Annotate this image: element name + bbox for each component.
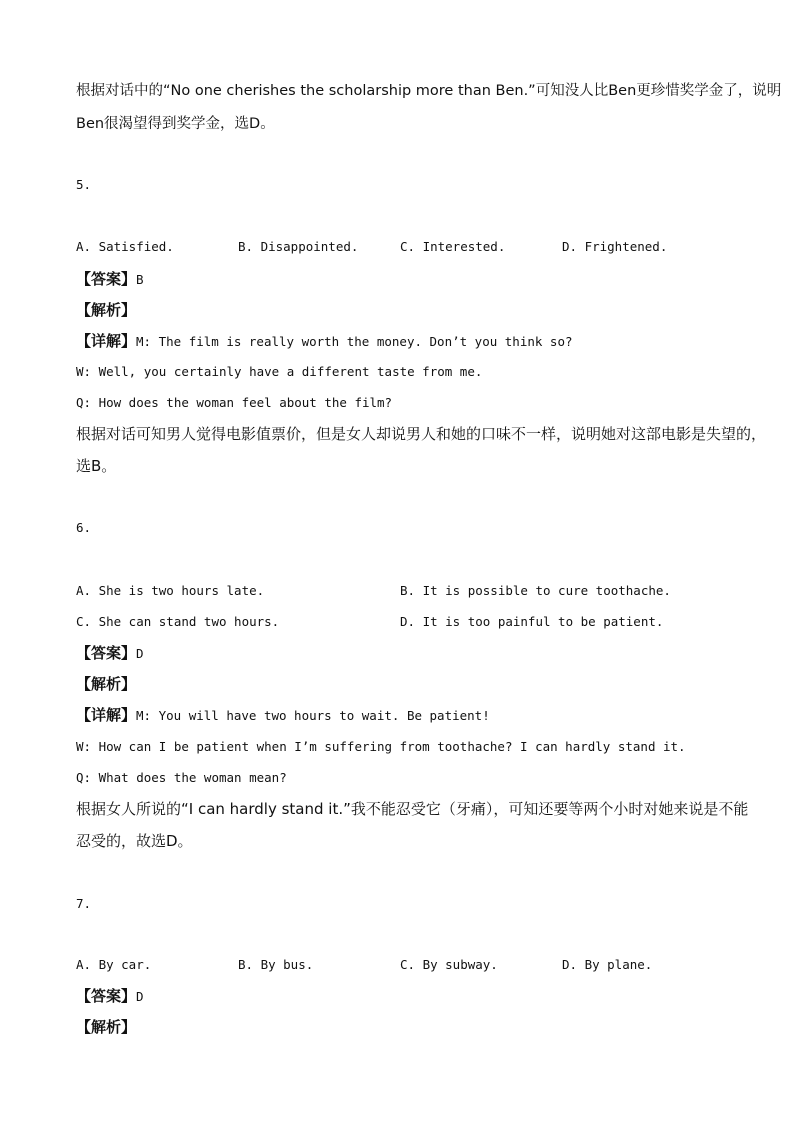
q5-answer bbox=[76, 272, 144, 287]
answer-label: 【答案】 bbox=[76, 644, 137, 662]
q5-option-a: A. Satisfied. bbox=[76, 239, 174, 254]
q5-option-d: D. Frightened. bbox=[562, 239, 668, 254]
detail-label: 【详解】 bbox=[76, 706, 137, 724]
intro-line-2: Ben很渴望得到奖学金，选D。 bbox=[76, 116, 275, 132]
q7-option-a: A. By car. bbox=[76, 957, 152, 972]
answer-label: 【答案】 bbox=[76, 987, 137, 1005]
q7-option-d: D. By plane. bbox=[562, 957, 653, 972]
q6-dialogue-w: W: How can I be patient when I’m suffering from toothache? I can hardly stand it. bbox=[76, 739, 686, 754]
q5-explanation-1: 根据对话可知男人觉得电影值票价，但是女人却说男人和她的口味不一样，说明她对这部电影是失望的， bbox=[76, 425, 767, 443]
q6-detail-m bbox=[76, 708, 490, 723]
q5-detail-m bbox=[76, 334, 573, 349]
q5-dialogue-q: Q: How does the woman feel about the film? bbox=[76, 395, 393, 410]
answer-label: 【答案】 bbox=[76, 270, 137, 288]
q5-explanation-2: 选B。 bbox=[76, 457, 117, 475]
intro-line-1: 根据对话中的“No one cherishes the scholarship more than Ben.”可知没人比Ben更珍惜奖学金了，说明 bbox=[76, 83, 782, 99]
q6-option-c: C. She can stand two hours. bbox=[76, 614, 280, 629]
q7-answer bbox=[76, 989, 144, 1004]
q6-explanation-2: 忍受的，故选D。 bbox=[76, 832, 193, 850]
q7-analysis-label: 【解析】 bbox=[76, 1018, 137, 1036]
answer-value: D bbox=[136, 989, 144, 1004]
q6-dialogue-q: Q: What does the woman mean? bbox=[76, 770, 287, 785]
question-6-number: 6. bbox=[76, 520, 92, 535]
detail-label: 【详解】 bbox=[76, 332, 137, 350]
q5-option-b: B. Disappointed. bbox=[238, 239, 359, 254]
answer-value: B bbox=[136, 272, 144, 287]
q6-option-a: A. She is two hours late. bbox=[76, 583, 265, 598]
dialogue-m: M: You will have two hours to wait. Be patient! bbox=[136, 708, 490, 723]
answer-value: D bbox=[136, 646, 144, 661]
q6-answer bbox=[76, 646, 144, 661]
q5-analysis-label: 【解析】 bbox=[76, 301, 137, 319]
q7-option-c: C. By subway. bbox=[400, 957, 498, 972]
q6-explanation-1: 根据女人所说的“I can hardly stand it.”我不能忍受它（牙痛），可知还要等两个小时对她来说是不能 bbox=[76, 800, 749, 818]
question-7-number: 7. bbox=[76, 896, 92, 911]
dialogue-m: M: The film is really worth the money. Don’t you think so? bbox=[136, 334, 573, 349]
q5-option-c: C. Interested. bbox=[400, 239, 506, 254]
q5-dialogue-w: W: Well, you certainly have a different taste from me. bbox=[76, 364, 483, 379]
q7-option-b: B. By bus. bbox=[238, 957, 314, 972]
q6-option-b: B. It is possible to cure toothache. bbox=[400, 583, 671, 598]
q6-option-d: D. It is too painful to be patient. bbox=[400, 614, 664, 629]
question-5-number: 5. bbox=[76, 177, 92, 192]
q6-analysis-label: 【解析】 bbox=[76, 675, 137, 693]
